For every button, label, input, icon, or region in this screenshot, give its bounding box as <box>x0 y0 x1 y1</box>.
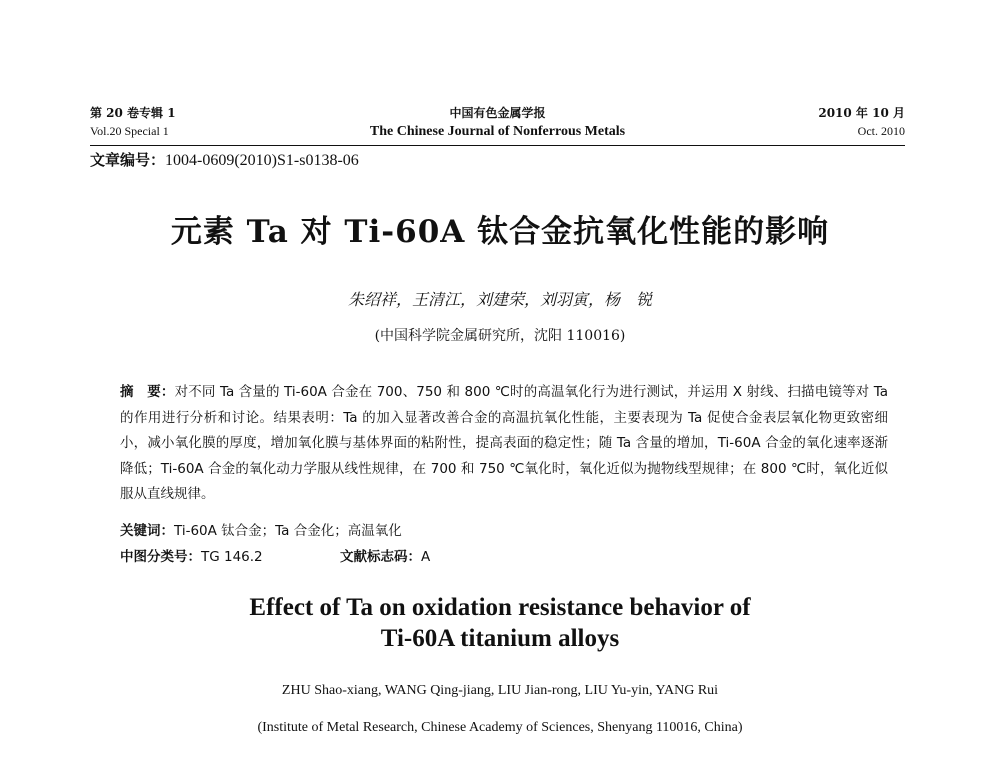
authors-cn: 朱绍祥，王清江，刘建荣，刘羽寅，杨 锐 <box>347 290 652 309</box>
title-cn: 元素 Ta 对 Ti-60A 钛合金抗氧化性能的影响 <box>170 214 830 250</box>
document-code <box>340 545 430 565</box>
journal-name-cn: 中国有色金属学报 <box>449 106 546 120</box>
journal-name-en: The Chinese Journal of Nonferrous Metals <box>369 124 626 139</box>
document-code-label: 文献标志码： <box>340 549 421 565</box>
abstract <box>120 380 888 508</box>
title-en-line-2: Ti-60A titanium alloys <box>380 625 620 652</box>
volume-cn: 第 20 卷专辑 1 <box>90 106 176 120</box>
running-header-en <box>90 124 905 142</box>
affiliation-cn: (中国科学院金属研究所，沈阳 110016) <box>374 328 626 344</box>
abstract-text: 对不同 Ta 含量的 Ti-60A 合金在 700、750 和 800 ℃时的高温氧化行为进行测试，并运用 X 射线、扫描电镜等对 Ta 的作用进行分析和讨论。结果表明：Ta 的加入显著改善合金的高温抗氧化性能，主要表现为 Ta 促使合金表层氧化物更致密细小，减小氧化膜的厚度，增加氧化膜与基体界面的粘附性，提高表面的稳定性；随 Ta 含量的增加，Ti-60A 合金的氧化速率逐渐降低；Ti-60A 合金的氧化动力学服从线性规律，在 700 和 750 ℃氧化时，氧化近似为抛物线型规律；在 800 ℃时，氧化近似服从直线规律。 <box>120 384 888 502</box>
title-en <box>0 592 1000 654</box>
volume-en: Vol.20 Special 1 <box>90 124 169 138</box>
title-en-line-1: Effect of Ta on oxidation resistance behavior of <box>249 594 751 621</box>
classification-value: TG 146.2 <box>201 549 263 565</box>
article-number <box>90 149 359 170</box>
classification-label: 中图分类号： <box>120 549 201 565</box>
keywords <box>120 519 402 539</box>
issue-date-cn: 2010 年 10 月 <box>818 106 905 120</box>
keywords-text: Ti-60A 钛合金；Ta 合金化；高温氧化 <box>174 523 402 539</box>
header-rule <box>90 145 905 146</box>
article-number-label: 文章编号： <box>90 151 166 169</box>
document-code-value: A <box>421 549 431 565</box>
keywords-label: 关键词： <box>120 523 174 539</box>
running-header-cn <box>90 104 905 122</box>
classification <box>120 545 431 565</box>
affiliation-en: (Institute of Metal Research, Chinese Academy of Sciences, Shenyang 110016, China) <box>257 720 743 735</box>
issue-date-en: Oct. 2010 <box>857 124 905 138</box>
abstract-label: 摘 要： <box>120 384 175 400</box>
article-number-value: 1004-0609(2010)S1-s0138-06 <box>165 152 359 169</box>
authors-en: ZHU Shao-xiang, WANG Qing-jiang, LIU Jian-rong, LIU Yu-yin, YANG Rui <box>281 683 719 698</box>
